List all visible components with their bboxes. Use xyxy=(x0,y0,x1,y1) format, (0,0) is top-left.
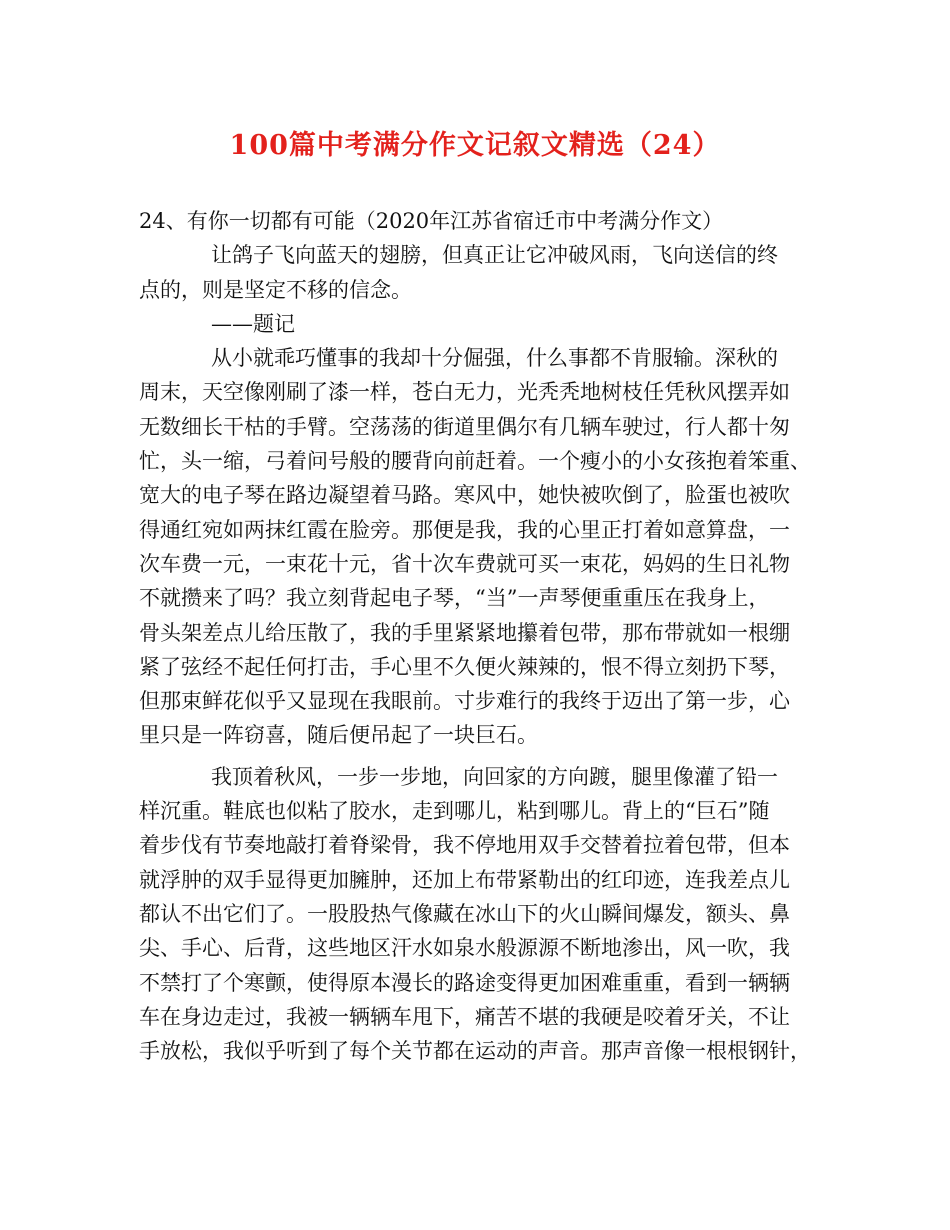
text-line: 紧了弦经不起任何打击，手心里不久便火辣辣的，恨不得立刻扔下琴， xyxy=(139,654,790,679)
text-line: 不禁打了个寒颤，使得原本漫长的路途变得更加困难重重，看到一辆辆 xyxy=(139,970,790,995)
text-line: 骨头架差点儿给压散了，我的手里紧紧地攥着包带，那布带就如一根绷 xyxy=(139,620,790,645)
text-line: 无数细长干枯的手臂。空荡荡的街道里偶尔有几辆车驶过，行人都十匆 xyxy=(139,414,790,439)
text-line: 从小就乖巧懂事的我却十分倔强，什么事都不肯服输。深秋的 xyxy=(211,346,778,371)
text-line: 都认不出它们了。一股股热气像藏在冰山下的火山瞬间爆发，额头、鼻 xyxy=(139,901,790,926)
text-line: 尖、手心、后背，这些地区汗水如泉水般源源不断地渗出，风一吹，我 xyxy=(139,936,790,961)
text-line: 我顶着秋风，一步一步地，向回家的方向踱，腿里像灌了铅一 xyxy=(211,764,778,789)
document-title: 100篇中考满分作文记叙文精选（24） xyxy=(229,130,721,161)
text-line: 次车费一元，一束花十元，省十次车费就可买一束花，妈妈的生日礼物 xyxy=(139,551,790,576)
text-line: 样沉重。鞋底也似粘了胶水，走到哪儿，粘到哪儿。背上的“巨石”随 xyxy=(139,799,770,824)
text-line: 不就攒来了吗？我立刻背起电子琴，“当”一声琴便重重压在我身上， xyxy=(139,586,770,611)
text-line: 24、有你一切都有可能（2020年江苏省宿迁市中考满分作文） xyxy=(139,209,724,233)
text-line: 就浮肿的双手显得更加臃肿，还加上布带紧勒出的红印迹，连我差点儿 xyxy=(139,867,790,892)
text-line: 里只是一阵窃喜，随后便吊起了一块巨石。 xyxy=(139,723,538,748)
paragraph-gap xyxy=(139,753,815,760)
text-line: 宽大的电子琴在路边凝望着马路。寒风中，她快被吹倒了，脸蛋也被吹 xyxy=(139,483,790,508)
text-line: 得通红宛如两抹红霞在脸旁。那便是我，我的心里正打着如意算盘，一 xyxy=(139,517,790,542)
text-line: 手放松，我似乎听到了每个关节都在运动的声音。那声音像一根根钢针， xyxy=(139,1039,811,1064)
text-line: 点的，则是坚定不移的信念。 xyxy=(139,277,412,302)
text-line: 忙，头一缩，弓着问号般的腰背向前赶着。一个瘦小的小女孩抱着笨重、 xyxy=(139,449,811,474)
text-line: ——题记 xyxy=(211,311,295,336)
document-body xyxy=(139,204,815,1068)
text-line: 车在身边走过，我被一辆辆车甩下，痛苦不堪的我硬是咬着牙关，不让 xyxy=(139,1004,790,1029)
text-line: 但那束鲜花似乎又显现在我眼前。寸步难行的我终于迈出了第一步，心 xyxy=(139,689,790,714)
text-line: 周末，天空像刚刷了漆一样，苍白无力，光秃秃地树枝任凭秋风摆弄如 xyxy=(139,380,790,405)
text-line: 让鸽子飞向蓝天的翅膀，但真正让它冲破风雨，飞向送信的终 xyxy=(211,243,778,268)
text-line: 着步伐有节奏地敲打着脊梁骨，我不停地用双手交替着拉着包带，但本 xyxy=(139,833,790,858)
